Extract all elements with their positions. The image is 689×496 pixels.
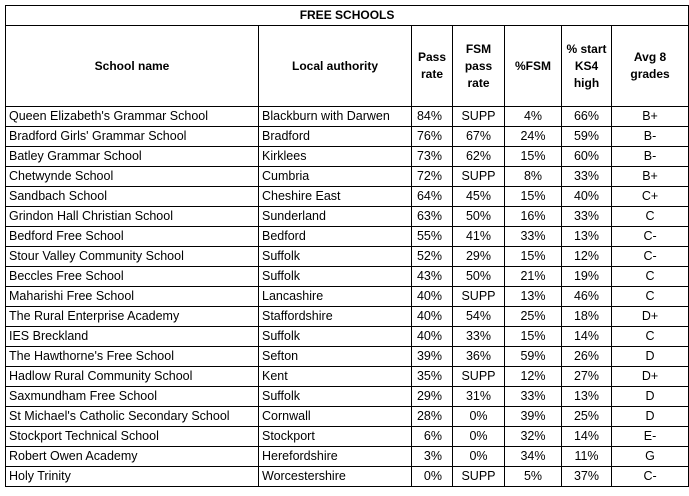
pass-rate-cell: 40% xyxy=(412,327,453,347)
pass-rate-cell: 40% xyxy=(412,307,453,327)
school-name-cell: Stockport Technical School xyxy=(6,427,259,447)
local-authority-cell: Herefordshire xyxy=(259,447,412,467)
school-name-cell: Sandbach School xyxy=(6,187,259,207)
avg-8-grades-cell: D xyxy=(612,387,689,407)
local-authority-cell: Kirklees xyxy=(259,147,412,167)
school-name-cell: Batley Grammar School xyxy=(6,147,259,167)
local-authority-cell: Suffolk xyxy=(259,327,412,347)
pct-fsm-cell: 4% xyxy=(505,107,562,127)
pass-rate-cell: 64% xyxy=(412,187,453,207)
fsm-pass-rate-cell: 50% xyxy=(453,207,505,227)
fsm-pass-rate-cell: SUPP xyxy=(453,287,505,307)
pass-rate-cell: 76% xyxy=(412,127,453,147)
fsm-pass-rate-cell: 33% xyxy=(453,327,505,347)
school-name-cell: Stour Valley Community School xyxy=(6,247,259,267)
local-authority-cell: Cumbria xyxy=(259,167,412,187)
fsm-pass-rate-cell: 41% xyxy=(453,227,505,247)
fsm-pass-rate-cell: 36% xyxy=(453,347,505,367)
fsm-pass-rate-cell: 0% xyxy=(453,447,505,467)
pct-start-ks4-high-cell: 37% xyxy=(562,467,612,487)
table-row xyxy=(6,207,689,227)
pct-fsm-cell: 21% xyxy=(505,267,562,287)
local-authority-cell: Bradford xyxy=(259,127,412,147)
pass-rate-cell: 52% xyxy=(412,247,453,267)
school-name-cell: The Hawthorne's Free School xyxy=(6,347,259,367)
pct-fsm-cell: 13% xyxy=(505,287,562,307)
pass-rate-cell: 43% xyxy=(412,267,453,287)
table-row xyxy=(6,387,689,407)
fsm-pass-rate-cell: SUPP xyxy=(453,167,505,187)
table-row xyxy=(6,147,689,167)
header-avg-8-grades: Avg 8 grades xyxy=(612,26,689,107)
local-authority-cell: Cornwall xyxy=(259,407,412,427)
header-fsm-pass-rate: FSM pass rate xyxy=(453,26,505,107)
table-row xyxy=(6,447,689,467)
avg-8-grades-cell: C+ xyxy=(612,187,689,207)
pass-rate-cell: 72% xyxy=(412,167,453,187)
pct-start-ks4-high-cell: 25% xyxy=(562,407,612,427)
local-authority-cell: Lancashire xyxy=(259,287,412,307)
pct-fsm-cell: 15% xyxy=(505,247,562,267)
local-authority-cell: Cheshire East xyxy=(259,187,412,207)
school-name-cell: Beccles Free School xyxy=(6,267,259,287)
pct-start-ks4-high-cell: 13% xyxy=(562,227,612,247)
table-row xyxy=(6,247,689,267)
pass-rate-cell: 73% xyxy=(412,147,453,167)
pct-fsm-cell: 32% xyxy=(505,427,562,447)
pct-start-ks4-high-cell: 60% xyxy=(562,147,612,167)
pct-start-ks4-high-cell: 12% xyxy=(562,247,612,267)
table-body xyxy=(6,107,689,487)
header-pct-start-ks4-high: % start KS4 high xyxy=(562,26,612,107)
school-name-cell: Queen Elizabeth's Grammar School xyxy=(6,107,259,127)
pct-start-ks4-high-cell: 59% xyxy=(562,127,612,147)
avg-8-grades-cell: C xyxy=(612,267,689,287)
pct-start-ks4-high-cell: 27% xyxy=(562,367,612,387)
avg-8-grades-cell: G xyxy=(612,447,689,467)
pass-rate-cell: 39% xyxy=(412,347,453,367)
school-name-cell: St Michael's Catholic Secondary School xyxy=(6,407,259,427)
pct-fsm-cell: 15% xyxy=(505,187,562,207)
fsm-pass-rate-cell: 29% xyxy=(453,247,505,267)
school-name-cell: IES Breckland xyxy=(6,327,259,347)
avg-8-grades-cell: C- xyxy=(612,467,689,487)
avg-8-grades-cell: D xyxy=(612,347,689,367)
free-schools-table xyxy=(5,5,689,487)
avg-8-grades-cell: B+ xyxy=(612,167,689,187)
pct-start-ks4-high-cell: 14% xyxy=(562,327,612,347)
school-name-cell: Chetwynde School xyxy=(6,167,259,187)
fsm-pass-rate-cell: 62% xyxy=(453,147,505,167)
pct-fsm-cell: 15% xyxy=(505,327,562,347)
pct-start-ks4-high-cell: 11% xyxy=(562,447,612,467)
avg-8-grades-cell: D+ xyxy=(612,307,689,327)
pct-start-ks4-high-cell: 19% xyxy=(562,267,612,287)
avg-8-grades-cell: B- xyxy=(612,147,689,167)
school-name-cell: Maharishi Free School xyxy=(6,287,259,307)
pass-rate-cell: 63% xyxy=(412,207,453,227)
pct-start-ks4-high-cell: 33% xyxy=(562,167,612,187)
pct-start-ks4-high-cell: 66% xyxy=(562,107,612,127)
local-authority-cell: Blackburn with Darwen xyxy=(259,107,412,127)
table-row xyxy=(6,107,689,127)
pct-start-ks4-high-cell: 13% xyxy=(562,387,612,407)
pct-fsm-cell: 12% xyxy=(505,367,562,387)
avg-8-grades-cell: C xyxy=(612,327,689,347)
fsm-pass-rate-cell: 45% xyxy=(453,187,505,207)
pct-start-ks4-high-cell: 18% xyxy=(562,307,612,327)
avg-8-grades-cell: C- xyxy=(612,227,689,247)
table-row xyxy=(6,227,689,247)
pass-rate-cell: 0% xyxy=(412,467,453,487)
table-row xyxy=(6,187,689,207)
table-row xyxy=(6,347,689,367)
table-row xyxy=(6,287,689,307)
local-authority-cell: Worcestershire xyxy=(259,467,412,487)
pass-rate-cell: 55% xyxy=(412,227,453,247)
table-row xyxy=(6,307,689,327)
pct-fsm-cell: 16% xyxy=(505,207,562,227)
table-row xyxy=(6,267,689,287)
pct-start-ks4-high-cell: 26% xyxy=(562,347,612,367)
pct-fsm-cell: 39% xyxy=(505,407,562,427)
fsm-pass-rate-cell: 54% xyxy=(453,307,505,327)
table-row xyxy=(6,407,689,427)
pass-rate-cell: 3% xyxy=(412,447,453,467)
table-row xyxy=(6,127,689,147)
fsm-pass-rate-cell: 31% xyxy=(453,387,505,407)
school-name-cell: Hadlow Rural Community School xyxy=(6,367,259,387)
school-name-cell: Holy Trinity xyxy=(6,467,259,487)
pass-rate-cell: 6% xyxy=(412,427,453,447)
pct-fsm-cell: 24% xyxy=(505,127,562,147)
pass-rate-cell: 29% xyxy=(412,387,453,407)
avg-8-grades-cell: B+ xyxy=(612,107,689,127)
local-authority-cell: Sunderland xyxy=(259,207,412,227)
local-authority-cell: Suffolk xyxy=(259,247,412,267)
fsm-pass-rate-cell: 67% xyxy=(453,127,505,147)
pct-fsm-cell: 15% xyxy=(505,147,562,167)
school-name-cell: Bedford Free School xyxy=(6,227,259,247)
fsm-pass-rate-cell: SUPP xyxy=(453,467,505,487)
pass-rate-cell: 28% xyxy=(412,407,453,427)
local-authority-cell: Kent xyxy=(259,367,412,387)
fsm-pass-rate-cell: 50% xyxy=(453,267,505,287)
local-authority-cell: Sefton xyxy=(259,347,412,367)
local-authority-cell: Staffordshire xyxy=(259,307,412,327)
avg-8-grades-cell: C xyxy=(612,207,689,227)
pct-start-ks4-high-cell: 40% xyxy=(562,187,612,207)
pass-rate-cell: 35% xyxy=(412,367,453,387)
table-row xyxy=(6,167,689,187)
header-local-authority: Local authority xyxy=(259,26,412,107)
local-authority-cell: Bedford xyxy=(259,227,412,247)
pct-fsm-cell: 33% xyxy=(505,387,562,407)
header-pct-fsm: %FSM xyxy=(505,26,562,107)
local-authority-cell: Stockport xyxy=(259,427,412,447)
school-name-cell: Grindon Hall Christian School xyxy=(6,207,259,227)
header-pass-rate: Pass rate xyxy=(412,26,453,107)
school-name-cell: The Rural Enterprise Academy xyxy=(6,307,259,327)
school-name-cell: Robert Owen Academy xyxy=(6,447,259,467)
pct-fsm-cell: 34% xyxy=(505,447,562,467)
school-name-cell: Bradford Girls' Grammar School xyxy=(6,127,259,147)
pct-start-ks4-high-cell: 46% xyxy=(562,287,612,307)
header-school-name: School name xyxy=(6,26,259,107)
avg-8-grades-cell: D xyxy=(612,407,689,427)
local-authority-cell: Suffolk xyxy=(259,387,412,407)
pct-fsm-cell: 5% xyxy=(505,467,562,487)
table-row xyxy=(6,367,689,387)
fsm-pass-rate-cell: 0% xyxy=(453,407,505,427)
pct-fsm-cell: 8% xyxy=(505,167,562,187)
pct-fsm-cell: 59% xyxy=(505,347,562,367)
table-row xyxy=(6,427,689,447)
school-name-cell: Saxmundham Free School xyxy=(6,387,259,407)
local-authority-cell: Suffolk xyxy=(259,267,412,287)
pct-start-ks4-high-cell: 14% xyxy=(562,427,612,447)
avg-8-grades-cell: D+ xyxy=(612,367,689,387)
fsm-pass-rate-cell: 0% xyxy=(453,427,505,447)
table-title: FREE SCHOOLS xyxy=(6,6,689,26)
avg-8-grades-cell: C- xyxy=(612,247,689,267)
fsm-pass-rate-cell: SUPP xyxy=(453,367,505,387)
pass-rate-cell: 84% xyxy=(412,107,453,127)
table-row xyxy=(6,327,689,347)
avg-8-grades-cell: E- xyxy=(612,427,689,447)
avg-8-grades-cell: C xyxy=(612,287,689,307)
pass-rate-cell: 40% xyxy=(412,287,453,307)
pct-start-ks4-high-cell: 33% xyxy=(562,207,612,227)
fsm-pass-rate-cell: SUPP xyxy=(453,107,505,127)
avg-8-grades-cell: B- xyxy=(612,127,689,147)
pct-fsm-cell: 25% xyxy=(505,307,562,327)
table-row xyxy=(6,467,689,487)
pct-fsm-cell: 33% xyxy=(505,227,562,247)
